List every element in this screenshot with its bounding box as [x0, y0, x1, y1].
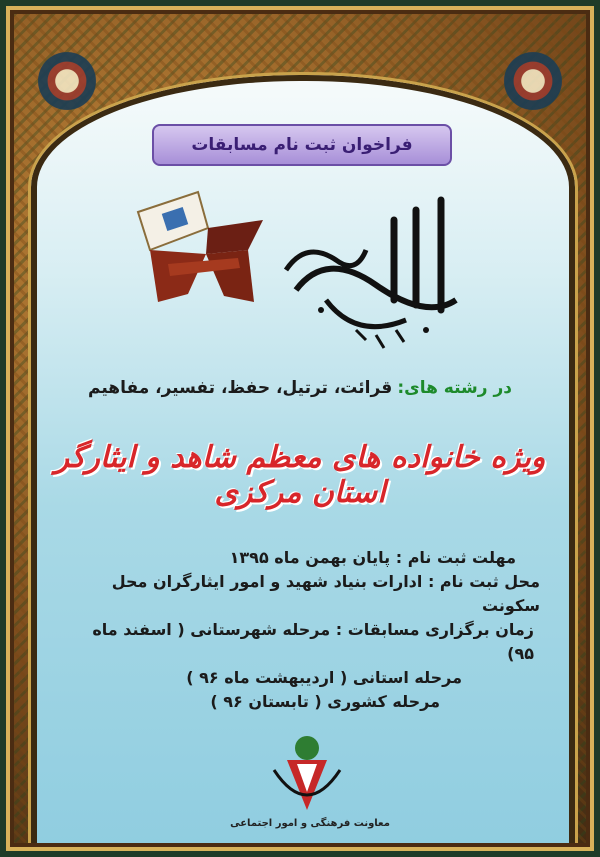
- quran-stand-illustration: [128, 184, 278, 314]
- competition-fields: [80, 378, 520, 398]
- location-line: محل ثبت نام : ادارات بنیاد شهید و امور ایثارگران محل سکونت: [111, 572, 540, 615]
- info-block: [60, 546, 540, 714]
- schedule-province-line: مرحله استانی ( اردیبهشت ماه ۹۶ ): [186, 668, 462, 687]
- org-unit-text: معاونت فرهنگی و امور اجتماعی: [230, 818, 390, 829]
- quran-calligraphy-logo: [266, 190, 476, 360]
- fields-label: در رشته های:: [397, 378, 512, 398]
- schedule-national-line: مرحله کشوری ( تابستان ۹۶ ): [210, 692, 440, 711]
- special-audience-line: ویژه خانواده های معظم شاهد و ایثارگر استان مرکزی: [54, 440, 546, 510]
- title-banner: [152, 124, 452, 166]
- deadline-line: مهلت ثبت نام : پایان بهمن ماه ۱۳۹۵: [229, 548, 516, 567]
- fields-value: قرائت، ترتیل، حفظ، تفسیر، مفاهیم: [88, 378, 393, 398]
- banner-text: فراخوان ثبت نام مسابقات: [191, 135, 413, 155]
- schedule-county-line: زمان برگزاری مسابقات : مرحله شهرستانی ( اسفند ماه ۹۵): [92, 620, 534, 663]
- foundation-emblem: [262, 730, 352, 820]
